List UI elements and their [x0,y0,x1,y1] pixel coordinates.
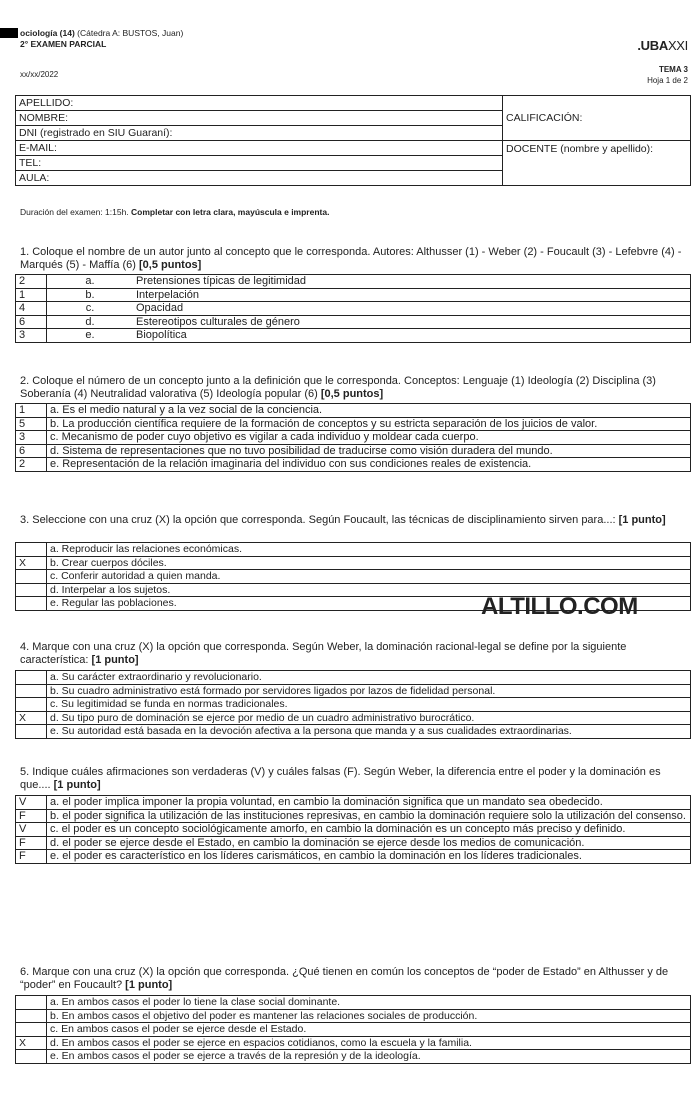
table-row [16,329,691,343]
logo-light: XXI [667,38,688,53]
answer-cell[interactable]: V [16,796,47,810]
table-row [16,671,691,685]
question-4 [20,641,692,667]
tel-field[interactable]: TEL: [16,156,503,171]
aula-field[interactable]: AULA: [16,171,503,186]
option-text: d. el poder se ejerce desde el Estado, en cambio la dominación se ejerce desde los medios de comunicación. [47,836,691,850]
answer-cell[interactable] [16,698,47,712]
table-row [16,684,691,698]
answer-cell[interactable]: 2 [16,275,47,289]
question-3-points: [1 punto] [618,514,666,526]
option-letter: c. [47,302,134,316]
table-row [16,556,691,570]
question-5-text: 5. Indique cuáles afirmaciones son verdaderas (V) y cuáles falsas (F). Según Weber, la diferencia entre el poder y la dominación es que.... [20,766,661,791]
option-text: a. En ambos casos el poder lo tiene la clase social dominante. [47,996,691,1010]
option-text: b. En ambos casos el objetivo del poder es mantener las relaciones sociales de producción. [47,1009,691,1023]
question-4-points: [1 punto] [91,654,139,666]
answer-cell[interactable] [16,543,47,557]
duration-instruction: Completar con letra clara, mayúscula e imprenta. [131,207,330,217]
option-text: c. Su legitimidad se funda en normas tradicionales. [47,698,691,712]
option-text: e. En ambos casos el poder se ejerce a través de la represión y de la ideología. [47,1050,691,1064]
option-text: b. La producción científica requiere de la formación de conceptos y su estricta separación de los juicios de valor. [47,417,691,431]
question-1-table [15,274,691,343]
question-4-text: 4. Marque con una cruz (X) la opción que corresponda. Según Weber, la dominación racional-legal se define por la siguiente característica: [20,641,627,666]
answer-cell[interactable]: F [16,836,47,850]
answer-cell[interactable]: 6 [16,444,47,458]
tema-label: TEMA 3 [658,65,688,74]
question-3 [20,514,692,527]
answer-cell[interactable]: 1 [16,404,47,418]
answer-cell[interactable]: 1 [16,288,47,302]
table-row [16,288,691,302]
altillo-watermark: ALTILLO.COM [481,593,638,620]
question-2-points: [0,5 puntos] [320,388,384,400]
option-text: c. Conferir autoridad a quien manda. [47,570,691,584]
answer-cell[interactable] [16,684,47,698]
nombre-field[interactable]: NOMBRE: [16,111,503,126]
logo-bold: .UBA [637,38,668,53]
table-row [16,315,691,329]
table-row [16,711,691,725]
table-row [16,809,691,823]
option-text: Pretensiones típicas de legitimidad [133,275,691,289]
question-5-points: [1 punto] [53,779,101,791]
answer-cell[interactable] [16,570,47,584]
question-2-text: 2. Coloque el número de un concepto junto a la definición que le corresponda. Conceptos: Lenguaje (1) Ideología (2) Disciplina (3) Soberanía (4) Neutralidad valorativa (5) Ideología popular (6) [20,375,656,400]
answer-cell[interactable]: 3 [16,431,47,445]
option-text: a. Reproducir las relaciones económicas. [47,543,691,557]
course-name: ociología (14) [20,28,75,38]
answer-cell[interactable]: 4 [16,302,47,316]
option-text: c. En ambos casos el poder se ejerce desde el Estado. [47,1023,691,1037]
table-row [16,302,691,316]
option-letter: b. [47,288,134,302]
option-letter: d. [47,315,134,329]
question-4-table [15,670,691,739]
option-text: a. Es el medio natural y a la vez social de la conciencia. [47,404,691,418]
table-row [16,823,691,837]
option-text: Interpelación [133,288,691,302]
apellido-field[interactable]: APELLIDO: [16,96,503,111]
table-row [16,570,691,584]
answer-cell[interactable] [16,996,47,1010]
question-1-text: 1. Coloque el nombre de un autor junto al concepto que le corresponda. Autores: Althusser (1) - Weber (2) - Foucault (3) - Lefebvre (4) - Marqués (5) - Maffía (6) [20,246,682,271]
duration-text: Duración del examen: 1:15h. [20,207,132,217]
option-text: Biopolítica [133,329,691,343]
table-row [16,850,691,864]
answer-cell[interactable]: 5 [16,417,47,431]
table-row [16,417,691,431]
answer-cell[interactable]: 2 [16,458,47,472]
uba-logo [637,38,688,53]
question-2-table [15,403,691,472]
table-row [16,698,691,712]
table-row [16,543,691,557]
option-text: Estereotipos culturales de género [133,315,691,329]
option-letter: a. [47,275,134,289]
option-text: Opacidad [133,302,691,316]
table-row [16,1023,691,1037]
calificacion-field[interactable]: CALIFICACIÓN: [503,96,691,141]
option-text: c. Mecanismo de poder cuyo objetivo es vigilar a cada individuo y moldear cada cuerpo. [47,431,691,445]
dni-field[interactable]: DNI (registrado en SIU Guaraní): [16,126,503,141]
docente-field[interactable]: DOCENTE (nombre y apellido): [503,141,691,186]
option-text: d. En ambos casos el poder se ejerce en espacios cotidianos, como la escuela y la familia. [47,1036,691,1050]
answer-cell[interactable] [16,671,47,685]
email-field[interactable]: E-MAIL: [16,141,503,156]
table-row [16,458,691,472]
table-row [16,1009,691,1023]
redaction-block [0,28,18,38]
question-2 [20,375,692,401]
answer-cell[interactable]: V [16,823,47,837]
option-text: a. el poder implica imponer la propia voluntad, en cambio la dominación significa que un mandato sea obedecido. [47,796,691,810]
answer-cell[interactable]: 6 [16,315,47,329]
option-text: d. Su tipo puro de dominación se ejerce por medio de un cuadro administrativo burocrático. [47,711,691,725]
hoja-label: Hoja 1 de 2 [647,76,688,85]
option-text: b. Su cuadro administrativo está formado por servidores ligados por lazos de fidelidad personal. [47,684,691,698]
answer-cell[interactable]: X [16,711,47,725]
answer-cell[interactable]: F [16,850,47,864]
table-row [16,1050,691,1064]
table-row [16,725,691,739]
table-row [16,444,691,458]
table-row [16,996,691,1010]
table-row [16,431,691,445]
answer-cell[interactable]: X [16,556,47,570]
answer-cell[interactable] [16,1050,47,1064]
table-row [16,275,691,289]
option-text: e. el poder es característico en los líderes carismáticos, en cambio la dominación en los líderes tradicionales. [47,850,691,864]
option-text: b. Crear cuerpos dóciles. [47,556,691,570]
option-text: e. Representación de la relación imaginaria del individuo con sus condiciones reales de existencia. [47,458,691,472]
question-6-table [15,995,691,1064]
student-info-table [15,95,691,186]
answer-cell[interactable] [16,725,47,739]
table-row [16,1036,691,1050]
question-1 [20,246,692,272]
answer-cell[interactable] [16,1009,47,1023]
catedra: (Cátedra A: BUSTOS, Juan) [74,28,184,38]
duration-note [20,207,329,217]
table-row [16,404,691,418]
option-text: c. el poder es un concepto sociológicamente amorfo, en cambio la dominación es un concepto más preciso y definido. [47,823,691,837]
table-row [16,836,691,850]
question-6-points: [1 punto] [125,979,173,991]
answer-cell[interactable] [16,597,47,611]
exam-header [20,28,183,50]
tema-box [647,64,688,86]
answer-cell[interactable] [16,583,47,597]
answer-cell[interactable] [16,1023,47,1037]
option-text: e. Su autoridad está basada en la devoción afectiva a la persona que manda y a sus cualidades extraordinarias. [47,725,691,739]
exam-title: 2° EXAMEN PARCIAL [20,39,107,49]
question-5-table [15,795,691,864]
question-1-points: [0,5 puntos] [139,259,202,271]
option-text: b. el poder significa la utilización de las instituciones represivas, en cambio la dominación requiere solo la utilización del consenso. [47,809,691,823]
exam-date: xx/xx/2022 [20,70,59,79]
answer-cell[interactable]: 3 [16,329,47,343]
question-6 [20,966,692,992]
question-3-text: 3. Seleccione con una cruz (X) la opción que corresponda. Según Foucault, las técnicas de disciplinamiento sirven para...: [20,514,619,526]
option-text: d. Sistema de representaciones que no tuvo posibilidad de traducirse como visión duradera del mundo. [47,444,691,458]
answer-cell[interactable]: F [16,809,47,823]
option-text: a. Su carácter extraordinario y revolucionario. [47,671,691,685]
question-5 [20,766,692,792]
option-text: d. Interpelar a los sujetos. [47,583,691,597]
table-row [16,796,691,810]
answer-cell[interactable]: X [16,1036,47,1050]
question-6-text: 6. Marque con una cruz (X) la opción que corresponda. ¿Qué tienen en común los conceptos de “poder de Estado” en Althusser y de “poder” en Foucault? [20,966,669,991]
option-text: e. Regular las poblaciones. [47,597,691,611]
option-letter: e. [47,329,134,343]
